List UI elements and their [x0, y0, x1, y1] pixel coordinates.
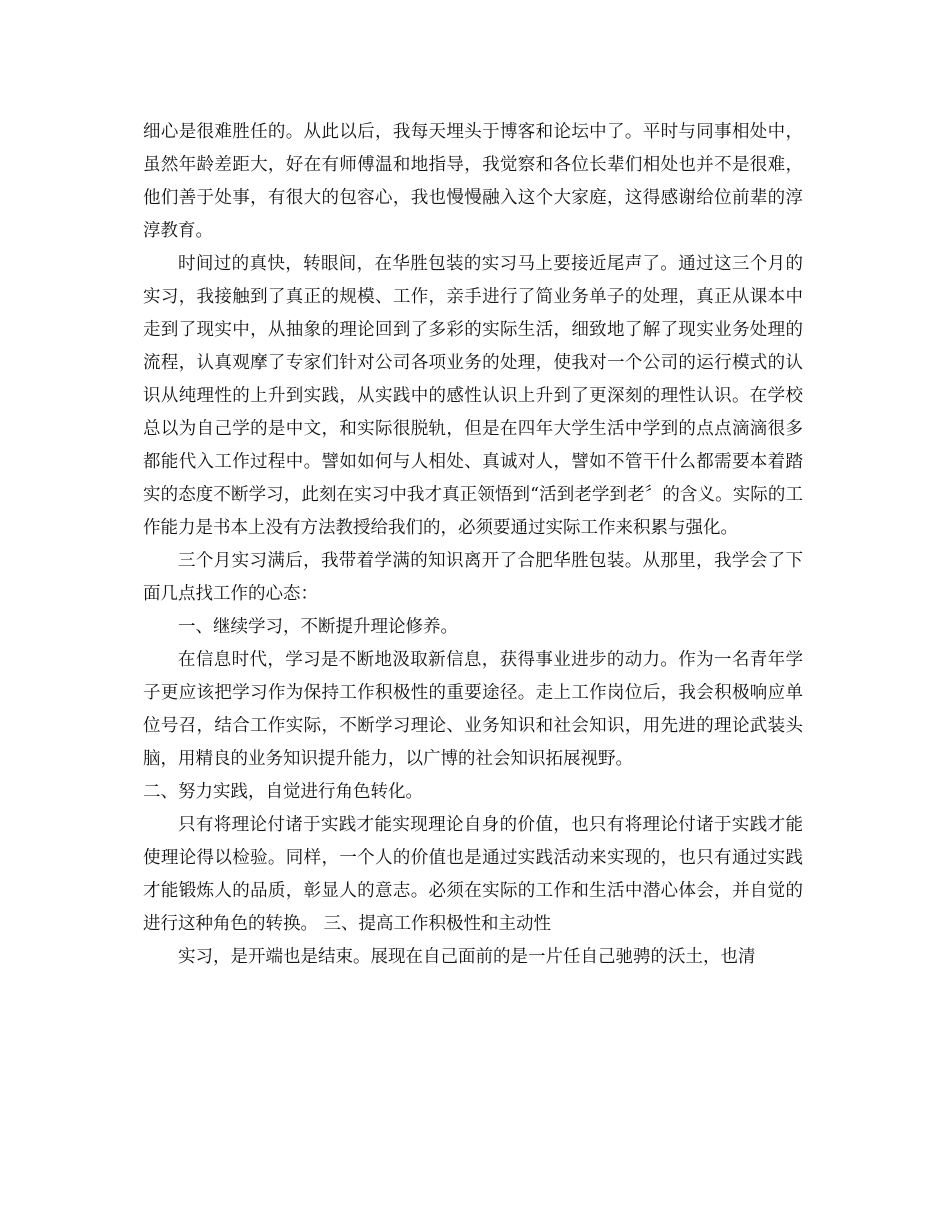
- heading-point-one: 一、继续学习，不断提升理论修养。: [178, 617, 458, 637]
- paragraph-internship-summary: 时间过的真快，转眼间，在华胜包装的实习马上要接近尾声了。通过这三个月的实习，我接触到了真正的规模、工作，亲手进行了简业务单子的处理，真正从课本中走到了现实中，从抽象的理论回到了多彩的实际生活，细致地了解了现实业务处理的流程，认真观摩了专家们针对公司各项业务的处理，使我对一个公司的运行模式的认识从纯理性的上升到实践，从实践中的感性认识上升到了更深刻的理性认识。在学校总以为自己学的是中文，和实际很脱轨，但是在四年大学生活中学到的点点滴滴很多都能代入工作过程中。譬如如何与人相处、真诚对人，譬如不管干什么都需要本着踏实的态度不断学习，此刻在实习中我才真正领悟到“活到老学到老〞的含义。实际的工作能力是书本上没有方法教授给我们的，必须要通过实际工作来积累与强化。: [143, 254, 803, 538]
- paragraph-practice: 只有将理论付诸于实践才能实现理论自身的价值，也只有将理论付诸于实践才能使理论得以检验。同样，一个人的价值也是通过实践活动来实现的，也只有通过实践才能锻炼人的品质，彰显人的意志。必须在实际的工作和生活中潜心体会，并自觉的进行这种角色的转换。 三、提高工作积极性和主动性: [143, 815, 803, 934]
- paragraph-conclusion-start: 实习，是开端也是结束。展现在自己面前的是一片任自己驰骋的沃土，也清: [178, 947, 756, 967]
- paragraph-after-internship: 三个月实习满后，我带着学满的知识离开了合肥华胜包装。从那里，我学会了下面几点找工作的心态：: [143, 551, 803, 604]
- paragraph-continued: 细心是很难胜任的。从此以后，我每天埋头于博客和论坛中了。平时与同事相处中，虽然年龄差距大，好在有师傅温和地指导，我觉察和各位长辈们相处也并不是很难，他们善于处事，有很大的包容心，我也慢慢融入这个大家庭，这得感谢给位前辈的淳淳教育。: [143, 122, 803, 241]
- document-body: [143, 116, 803, 974]
- heading-point-two: 二、努力实践，自觉进行角色转化。: [143, 782, 423, 802]
- paragraph-learning: 在信息时代，学习是不断地汲取新信息，获得事业进步的动力。作为一名青年学子更应该把学习作为保持工作积极性的重要途径。走上工作岗位后，我会积极响应单位号召，结合工作实际，不断学习理论、业务知识和社会知识，用先进的理论武装头脑，用精良的业务知识提升能力，以广博的社会知识拓展视野。: [143, 650, 803, 769]
